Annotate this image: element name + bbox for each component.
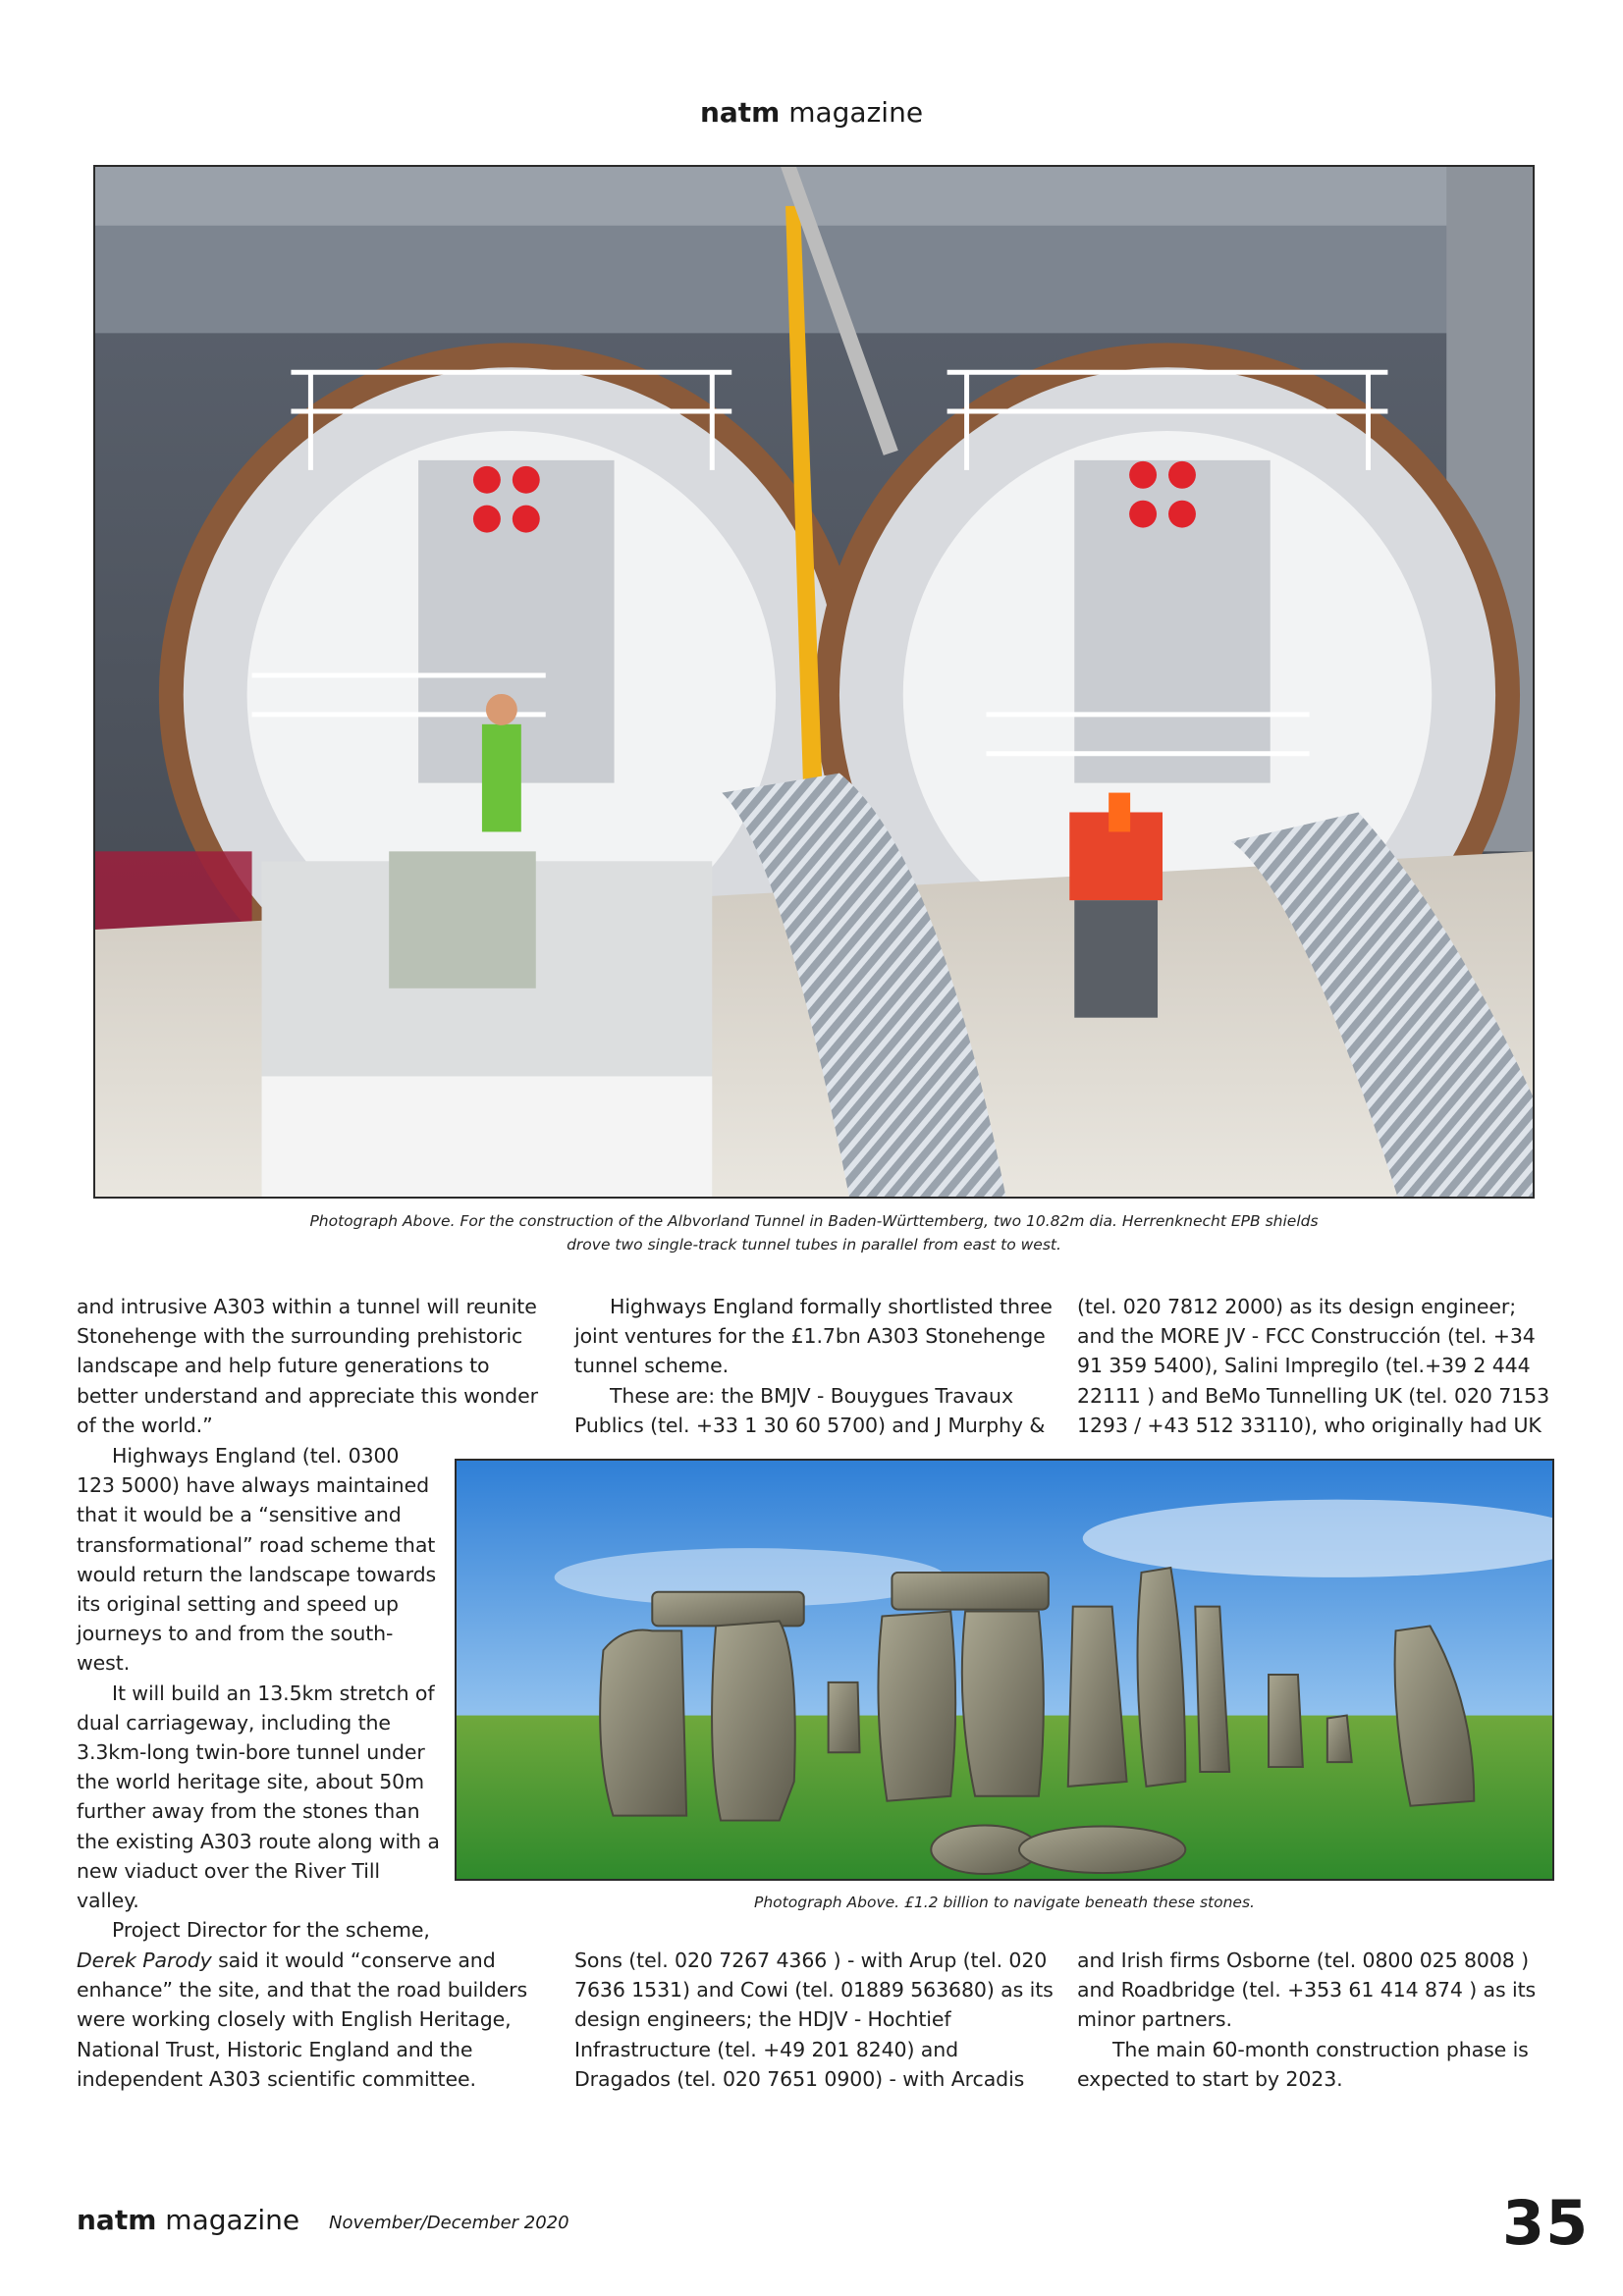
footer-brand <box>77 2204 299 2236</box>
header-brand-rest: magazine <box>780 96 924 129</box>
footer-brand-bold: natm <box>77 2204 157 2236</box>
tbm-photo-caption <box>93 1209 1535 1256</box>
issue-date: November/December 2020 <box>329 2213 569 2233</box>
stonehenge-photograph <box>455 1459 1554 1881</box>
article-column-2-top <box>574 1292 1055 1440</box>
col1-bottom-paragraph <box>77 1946 554 2094</box>
col1-bottom-text: said it would “conserve and enhance” the site, and that the road builders were working closely with English Heritage, National Trust, Historic England and the independent A303 scientific committee. <box>77 1949 528 2091</box>
article-column-1-top <box>77 1292 554 1440</box>
stonehenge-photo-caption <box>455 1891 1554 1914</box>
col2-top-paragraph-1: Highways England formally shortlisted three joint ventures for the £1.7bn A303 Stonehenge tunnel scheme. <box>574 1295 1053 1378</box>
stonehenge-photo-illustration <box>457 1461 1552 1879</box>
col1-narrow-paragraph-2: It will build an 13.5km stretch of dual carriageway, including the 3.3km-long twin-bore tunnel under the world heritage site, about 50m further away from the stones than the existing A303 route along with a new viaduct over the River Till valley. <box>77 1681 440 1913</box>
tbm-caption-line-2: drove two single-track tunnel tubes in parallel from east to west. <box>567 1236 1061 1254</box>
article-column-1-narrow <box>77 1441 440 1945</box>
col1-narrow-paragraph-1: Highways England (tel. 0300 123 5000) have always maintained that it would be a “sensitive and transformational” road scheme that would return the landscape towards its original setting and speed up journeys to and from the south-west. <box>77 1444 437 1676</box>
project-director-name: Derek Parody <box>77 1949 212 1972</box>
col3-bottom-paragraph-1: and Irish firms Osborne (tel. 0800 025 8008 ) and Roadbridge (tel. +353 61 414 874 ) as its minor partners. <box>1077 1949 1537 2032</box>
col3-bottom-paragraph-2: The main 60-month construction phase is expected to start by 2023. <box>1077 2037 1529 2091</box>
article-column-2-bottom <box>574 1946 1055 2094</box>
tbm-photograph <box>93 165 1535 1199</box>
col2-top-paragraph-2: These are: the BMJV - Bouygues Travaux Publics (tel. +33 1 30 60 5700) and J Murphy & <box>574 1383 1046 1437</box>
running-header <box>0 96 1623 129</box>
footer-brand-rest: magazine <box>156 2204 300 2236</box>
header-brand-bold: natm <box>699 96 781 129</box>
page-number: 35 <box>1502 2187 1590 2259</box>
stonehenge-caption-text: Photograph Above. £1.2 billion to navigate beneath these stones. <box>754 1894 1255 1911</box>
tbm-photo-illustration <box>95 167 1533 1197</box>
col2-bottom-paragraph: Sons (tel. 020 7267 4366 ) - with Arup (tel. 020 7636 1531) and Cowi (tel. 01889 563680) as its design engineers; the HDJV - Hochtief Infrastructure (tel. +49 201 8240) and Dragados (tel. 020 7651 0900) - with Arcadis <box>574 1949 1054 2091</box>
article-column-1-bottom <box>77 1946 554 2094</box>
article-column-3-bottom <box>1077 1946 1554 2094</box>
col1-project-director-start: Project Director for the scheme, <box>112 1918 430 1943</box>
col3-top-paragraph: (tel. 020 7812 2000) as its design engineer; and the MORE JV - FCC Construcción (tel. +34 91 359 5400), Salini Impregilo (tel.+39 2 444 22111 ) and BeMo Tunnelling UK (tel. 020 7153 1293 / +43 512 33110), who originally had UK <box>1077 1295 1550 1437</box>
tbm-caption-line-1: Photograph Above. For the construction of the Albvorland Tunnel in Baden-Württemberg, two 10.82m dia. Herrenknecht EPB shields <box>309 1212 1319 1230</box>
article-column-3-top <box>1077 1292 1554 1440</box>
col1-top-paragraph: and intrusive A303 within a tunnel will reunite Stonehenge with the surrounding prehistoric landscape and help future generations to better understand and appreciate this wonder of the world.” <box>77 1295 538 1437</box>
